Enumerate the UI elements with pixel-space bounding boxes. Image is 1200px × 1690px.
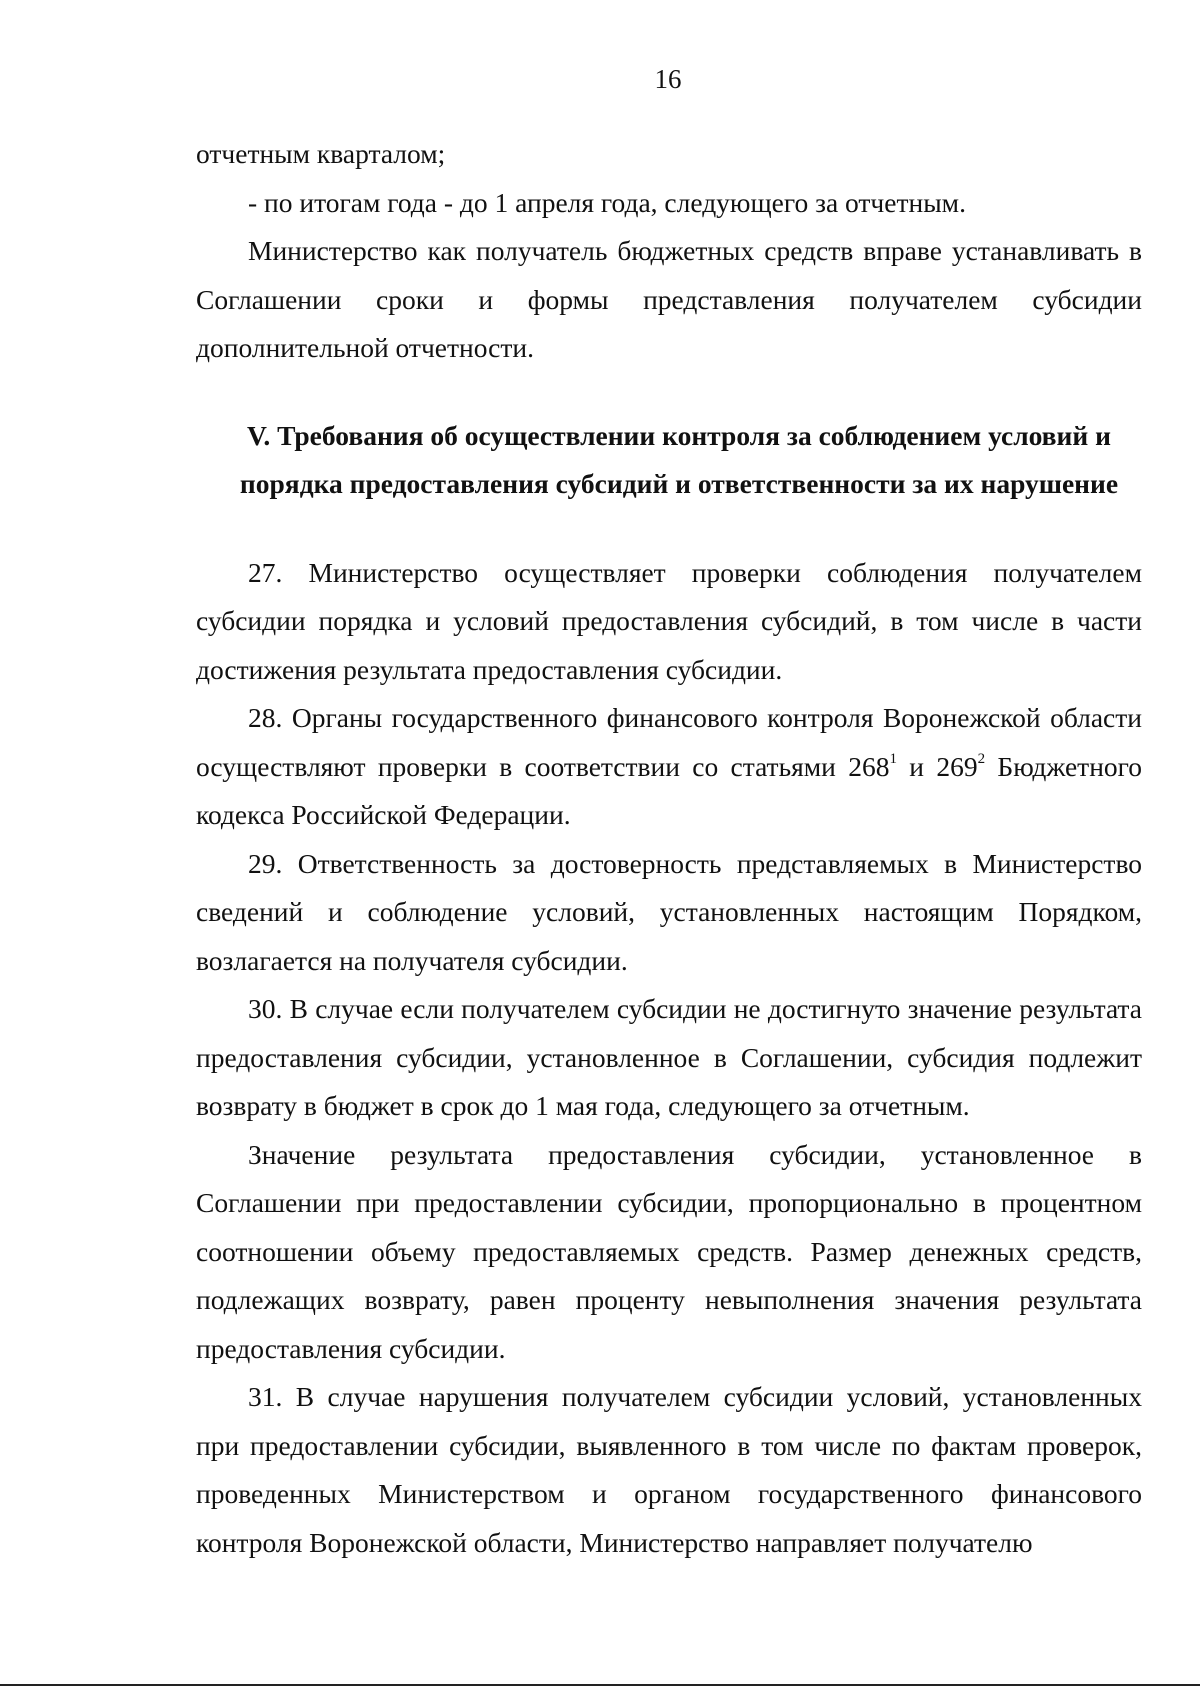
paragraph-additional-reporting: Министерство как получатель бюджетных средств вправе устанавливать в Соглашении сроки и формы представления получателем субсидии дополнительной отчетности. (196, 235, 1142, 363)
paragraph-28-text-b: и 269 (896, 750, 978, 782)
paragraph-27: 27. Министерство осуществляет проверки соблюдения получателем субсидии порядка и условий предоставления субсидий, в том числе в части достижения результата предоставления субсидии. (196, 556, 1142, 685)
page-number: 16 (654, 64, 682, 94)
paragraph-year-deadline: - по итогам года - до 1 апреля года, следующего за отчетным. (248, 186, 966, 218)
paragraph-28-text-a: 28. Органы государственного финансового контроля Воронежской области осуществляют проверки в соответствии со статьями 268 (196, 702, 1142, 782)
paragraph-28-text-c: Бюджетного кодекса Российской Федерации. (196, 750, 1143, 830)
paragraph-28-superscript-1: 1 (889, 751, 897, 768)
section-heading (196, 412, 1142, 508)
section-heading-line-1: V. Требования об осуществлении контроля за соблюдением условий и (247, 419, 1111, 451)
paragraph-28-superscript-2: 2 (977, 751, 986, 768)
paragraph-30: 30. В случае если получателем субсидии не достигнуто значение результата предоставления субсидии, установленное в Соглашении, субсидия подлежит возврату в бюджет в срок до 1 мая года, следующего за отчетным. (196, 993, 1142, 1121)
paragraph-30-value: Значение результата предоставления субсидии, установленное в Соглашении при предоставлении субсидии, пропорционально в процентном соотношении объему предоставляемых средств. Размер денежных средств, подлежащих возврату, равен проценту невыполнения значения результата предоставления субсидии. (196, 1138, 1142, 1364)
document-body (196, 130, 1142, 1567)
paragraph-29: 29. Ответственность за достоверность представляемых в Министерство сведений и соблюдение условий, установленных настоящим Порядком, возлагается на получателя субсидии. (196, 847, 1142, 976)
paragraph-28 (196, 694, 1142, 840)
paragraph-continuation: отчетным кварталом; (196, 138, 446, 169)
section-heading-line-2: порядка предоставления субсидий и ответственности за их нарушение (239, 467, 1119, 499)
paragraph-31: 31. В случае нарушения получателем субсидии условий, установленных при предоставлении субсидии, выявленного в том числе по фактам проверок, проведенных Министерством и органом государственного финансового контроля Воронежской области, Министерство направляет получателю (196, 1381, 1142, 1558)
page-bottom-edge (0, 1684, 1200, 1686)
